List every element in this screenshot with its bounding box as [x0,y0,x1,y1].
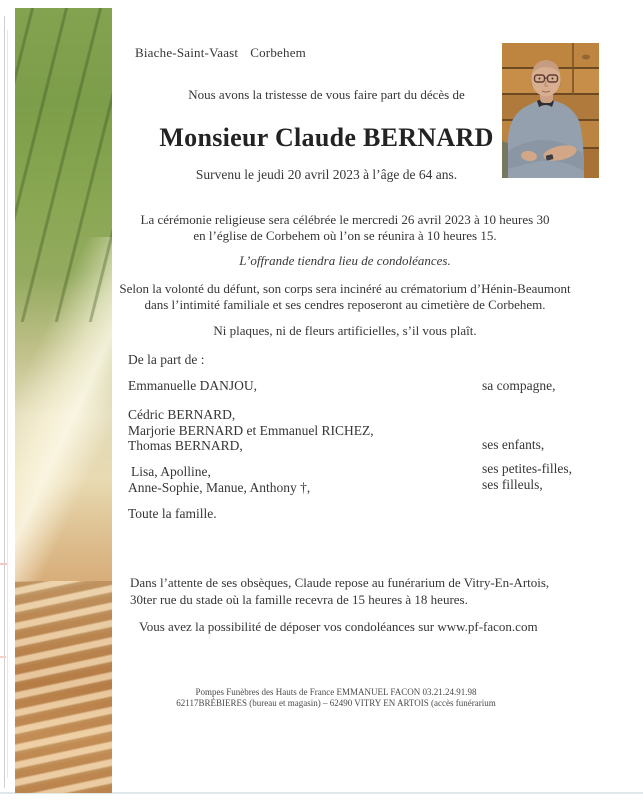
intro-line: Nous avons la tristesse de vous faire part du décès de [188,87,465,102]
granddaughters-relation: ses petites-filles, [482,461,572,476]
wake-line-1: Dans l’attente de ses obsèques, Claude repose au funérarium de Vitry-En-Artois, [130,575,550,590]
scan-artifact [0,563,7,565]
cremation-block [110,281,580,313]
footer-line-1: Pompes Funèbres des Hauts de France EMMANUEL FACON 03.21.24.91.98 [195,687,477,697]
children-names [128,407,374,454]
scan-edge-line [7,30,8,778]
portrait-photo-drawing [502,43,599,178]
no-flowers-line: Ni plaques, ni de fleurs artificielles, s’il vous plaît. [213,323,477,338]
companion-relation: sa compagne, [482,378,556,393]
family-closing: Toute la famille. [128,506,217,521]
cremation-line-2: dans l’intimité familiale et ses cendres reposeront au cimetière de Corbehem. [144,297,546,312]
towns-line [135,45,306,61]
portrait-photo [502,43,599,178]
footer-line-2: 62117BRÉBIERES (bureau et magasin) – 62490 VITRY EN ARTOIS (accès funérarium [176,698,496,708]
wake-line-2: 30ter rue du stade où la famille recevra de 15 heures à 18 heures. [130,591,468,607]
condolences-line: Vous avez la possibilité de déposer vos condoléances sur www.pf-facon.com [139,619,538,634]
family-heading: De la part de : [128,352,205,367]
ceremony-line-2: en l’église de Corbehem où l’on se réunira à 10 heures 15. [193,227,497,243]
town-name-2: Corbehem [250,45,306,60]
ceremony-block [110,212,580,243]
child-name-2: Marjorie BERNARD et Emmanuel RICHEZ, [128,422,374,438]
offering-line: L’offrande tiendra lieu de condoléances. [239,253,451,268]
child-name-1: Cédric BERNARD, [128,407,236,422]
children-relation: ses enfants, [482,437,545,452]
scan-artifact [0,656,6,658]
funeral-home-footer [110,687,562,709]
cremation-line-1: Selon la volonté du défunt, son corps sera incinéré au crématorium d’Hénin-Beaumont [119,281,571,296]
deceased-name: Monsieur Claude BERNARD [159,123,494,152]
death-date-line: Survenu le jeudi 20 avril 2023 à l’âge de 64 ans. [195,167,458,182]
scan-edge-line [4,16,5,788]
godchildren-relation: ses filleuls, [482,477,543,492]
companion-name: Emmanuelle DANJOU, [128,378,257,393]
granddaughters-names: Lisa, Apolline, [131,464,211,479]
child-name-3: Thomas BERNARD, [128,438,243,453]
godchildren-names: Anne-Sophie, Manue, Anthony †, [128,480,311,495]
town-name-1: Biache-Saint-Vaast [135,45,239,60]
forest-path-image [15,8,112,793]
wake-block [130,575,549,608]
ceremony-line-1: La cérémonie religieuse sera célébrée le mercredi 26 avril 2023 à 10 heures 30 [140,212,550,227]
